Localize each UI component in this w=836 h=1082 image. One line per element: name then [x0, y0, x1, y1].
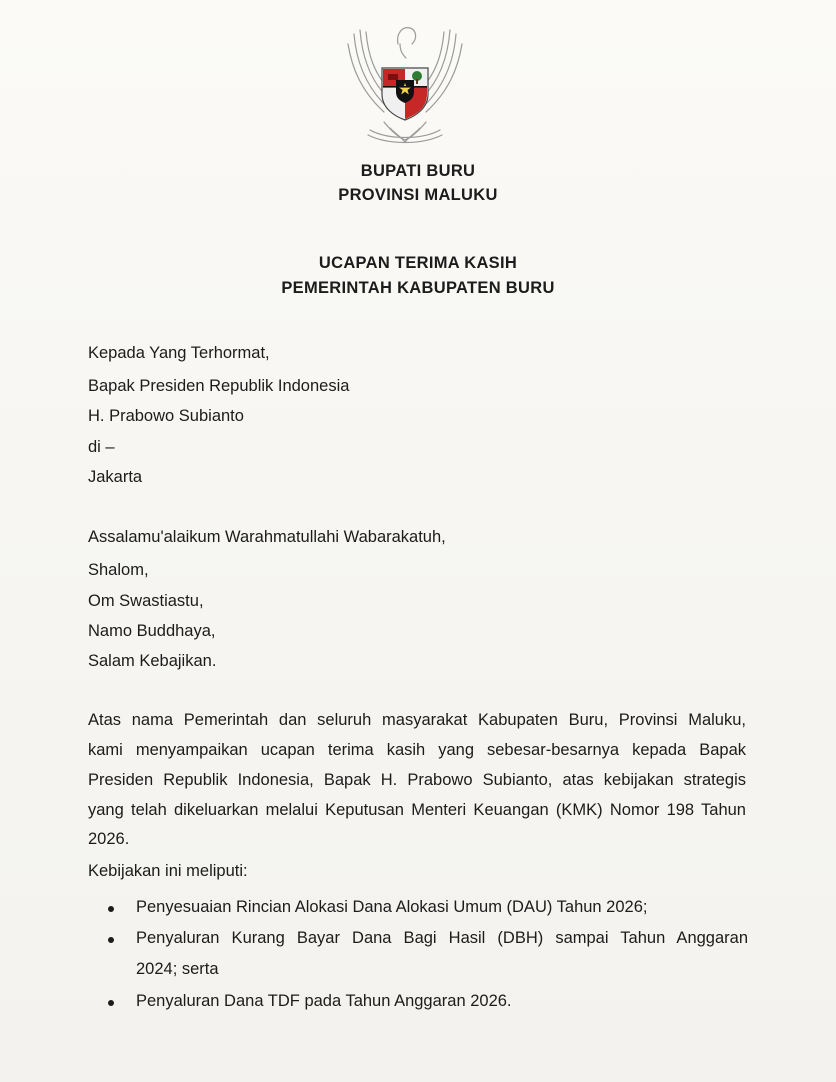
garuda-emblem-icon [340, 14, 470, 154]
policy-intro: Kebijakan ini meliputi: [88, 862, 248, 880]
list-item-continuation: 2024; serta [136, 960, 219, 978]
paragraph-line: 2026. [88, 830, 130, 848]
address-line: di – [88, 438, 115, 456]
issuer-province: PROVINSI MALUKU [338, 186, 498, 204]
bullet-icon [108, 906, 114, 912]
list-item-text: Penyesuaian Rincian Alokasi Dana Alokasi Umum (DAU) Tahun 2026; [136, 898, 648, 916]
bullet-icon [108, 1000, 114, 1006]
list-item-text: Penyaluran Kurang Bayar Dana Bagi Hasil (DBH) sampai Tahun Anggaran [136, 929, 748, 947]
address-line: Kepada Yang Terhormat, [88, 344, 270, 362]
letter-subtitle: PEMERINTAH KABUPATEN BURU [281, 279, 555, 297]
greeting-line: Assalamu'alaikum Warahmatullahi Wabarakatuh, [88, 528, 446, 546]
paragraph-line: Presiden Republik Indonesia, Bapak H. Prabowo Subianto, atas kebijakan strategis [88, 771, 746, 789]
greeting-line: Namo Buddhaya, [88, 622, 216, 640]
list-item-text: Penyaluran Dana TDF pada Tahun Anggaran 2026. [136, 992, 512, 1010]
address-line: H. Prabowo Subianto [88, 407, 244, 425]
greeting-line: Salam Kebajikan. [88, 652, 217, 670]
greeting-line: Shalom, [88, 561, 149, 579]
paragraph-line: kami menyampaikan ucapan terima kasih yang sebesar-besarnya kepada Bapak [88, 741, 746, 759]
address-line: Bapak Presiden Republik Indonesia [88, 377, 350, 395]
address-line: Jakarta [88, 468, 143, 486]
issuer-title: BUPATI BURU [360, 162, 476, 180]
letter-title: UCAPAN TERIMA KASIH [318, 254, 518, 272]
bullet-icon [108, 937, 114, 943]
greeting-line: Om Swastiastu, [88, 592, 204, 610]
paragraph-line: yang telah dikeluarkan melalui Keputusan Menteri Keuangan (KMK) Nomor 198 Tahun [88, 801, 746, 819]
paragraph-line: Atas nama Pemerintah dan seluruh masyarakat Kabupaten Buru, Provinsi Maluku, [88, 711, 746, 729]
